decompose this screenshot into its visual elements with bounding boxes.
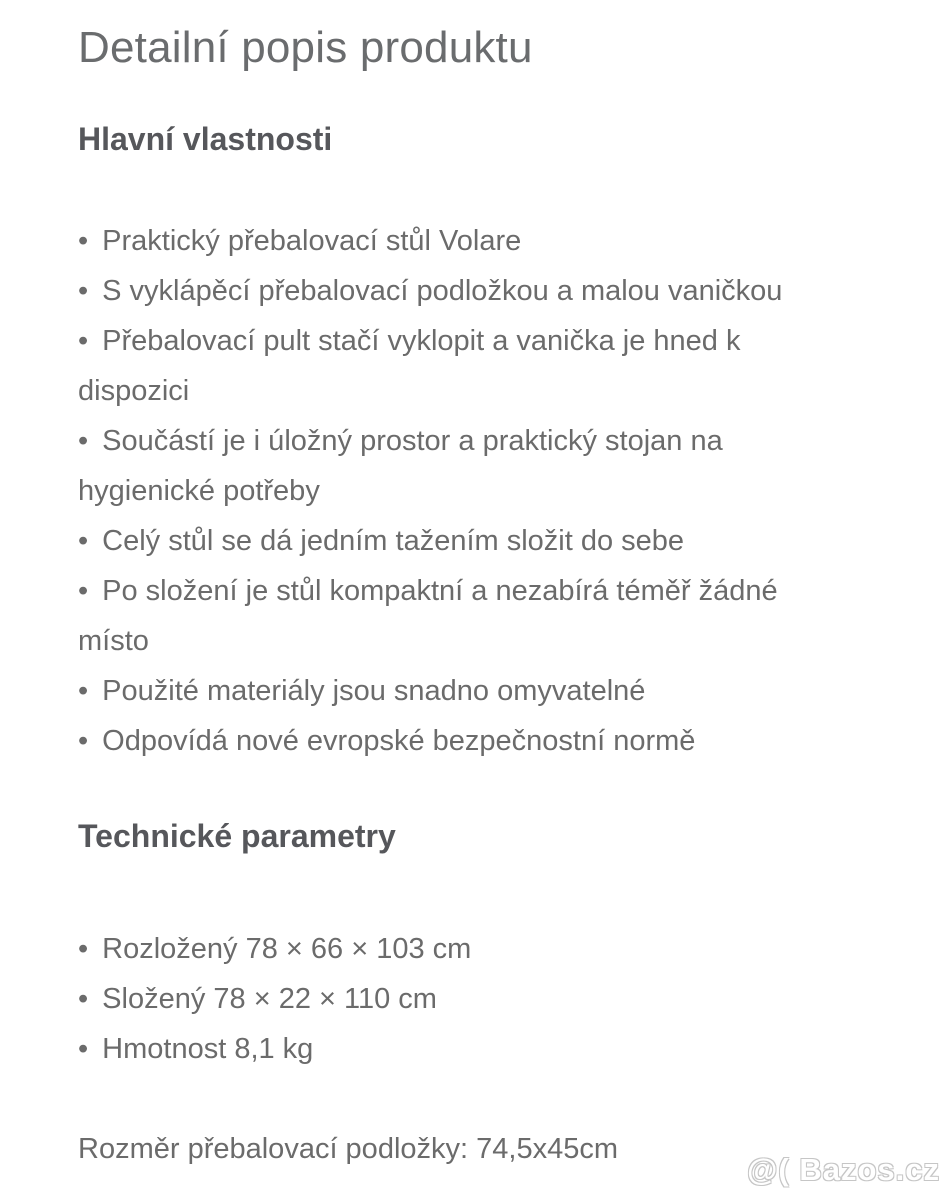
section-heading-technical-parameters: Technické parametry bbox=[78, 818, 396, 854]
list-item bbox=[78, 316, 830, 416]
list-item bbox=[78, 416, 830, 516]
list-item-text: Praktický přebalovací stůl Volare bbox=[102, 225, 522, 257]
bazos-watermark: @( Bazos.cz bbox=[747, 1152, 940, 1187]
changing-pad-size-note: Rozměr přebalovací podložky: 74,5x45cm bbox=[78, 1133, 618, 1165]
features-list bbox=[78, 216, 830, 766]
page-title: Detailní popis produktu bbox=[78, 23, 533, 72]
list-item-text: Hmotnost 8,1 kg bbox=[102, 1033, 314, 1065]
list-item bbox=[78, 974, 830, 1024]
list-item-text: Přebalovací pult stačí vyklopit a vanička je hned k dispozici bbox=[78, 325, 741, 407]
list-item-text: Použité materiály jsou snadno omyvatelné bbox=[102, 675, 646, 707]
list-item bbox=[78, 666, 830, 716]
list-item bbox=[78, 924, 830, 974]
list-item-text: S vyklápěcí přebalovací podložkou a malou vaničkou bbox=[102, 275, 783, 307]
list-item-text: Celý stůl se dá jedním tažením složit do sebe bbox=[102, 525, 685, 557]
list-item-text: Odpovídá nové evropské bezpečnostní normě bbox=[102, 725, 696, 757]
list-item bbox=[78, 266, 830, 316]
list-item bbox=[78, 216, 830, 266]
list-item bbox=[78, 1024, 830, 1074]
list-item bbox=[78, 516, 830, 566]
list-item bbox=[78, 716, 830, 766]
section-heading-main-features: Hlavní vlastnosti bbox=[78, 121, 333, 157]
list-item-text: Součástí je i úložný prostor a praktický stojan na hygienické potřeby bbox=[78, 425, 723, 507]
list-item-text: Po složení je stůl kompaktní a nezabírá téměř žádné místo bbox=[78, 575, 778, 657]
list-item-text: Rozložený 78 × 66 × 103 cm bbox=[102, 933, 472, 965]
list-item-text: Složený 78 × 22 × 110 cm bbox=[102, 983, 437, 1015]
list-item bbox=[78, 566, 830, 666]
technical-parameters-list bbox=[78, 924, 830, 1074]
